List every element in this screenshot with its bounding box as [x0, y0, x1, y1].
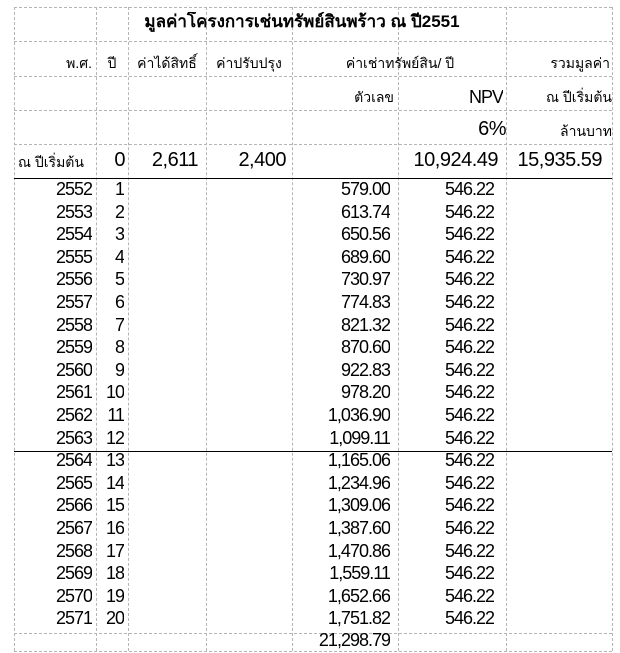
row-npv: 546.22 [444, 224, 494, 245]
row-year-index: 17 [105, 540, 124, 561]
row-year-be: 2561 [55, 382, 92, 403]
start-row-year: 0 [114, 150, 125, 170]
start-row-concession: 2,611 [151, 150, 198, 170]
row-year-index: 19 [105, 585, 124, 606]
header-year-be: พ.ศ. [66, 55, 92, 71]
row-rent: 1,387.60 [327, 518, 390, 538]
row-npv: 546.22 [444, 246, 494, 267]
row-year-index: 16 [105, 518, 124, 538]
row-year-be: 2552 [55, 179, 92, 199]
header-total: รวมมูลค่า [550, 55, 610, 71]
row-year-be: 2569 [55, 563, 92, 584]
row-year-be: 2571 [55, 608, 92, 629]
row-year-index: 9 [114, 359, 124, 380]
row-rent: 1,470.86 [327, 540, 390, 561]
grid-hline [14, 7, 612, 8]
row-year-be: 2559 [55, 337, 92, 358]
row-npv: 546.22 [444, 608, 494, 629]
row-year-be: 2566 [55, 495, 92, 516]
row-rent: 613.74 [340, 201, 390, 222]
row-npv: 546.22 [444, 427, 494, 448]
grid-vline [128, 7, 129, 651]
header-concession: ค่าได้สิทธิ์ [137, 55, 197, 71]
row-rent: 870.60 [340, 337, 390, 358]
row-npv: 546.22 [444, 314, 494, 335]
row-year-index: 8 [114, 337, 124, 358]
row-year-index: 13 [105, 450, 124, 471]
row-npv: 546.22 [444, 382, 494, 403]
row-npv: 546.22 [444, 540, 494, 561]
row-rent: 579.00 [340, 179, 390, 199]
grid-hline [14, 110, 612, 111]
row-npv: 546.22 [444, 269, 494, 290]
sheet-title: มูลค่าโครงการเช่นทรัพย์สินพร้าว ณ ปี2551 [144, 12, 460, 31]
row-npv: 546.22 [444, 472, 494, 493]
row-year-index: 14 [105, 472, 124, 493]
row-npv: 546.22 [444, 201, 494, 222]
row-npv: 546.22 [444, 495, 494, 516]
row-year-be: 2570 [55, 585, 92, 606]
row-year-index: 2 [114, 201, 124, 222]
row-year-index: 15 [105, 495, 124, 516]
start-row-improvement: 2,400 [238, 150, 286, 170]
row-rent: 774.83 [340, 292, 390, 312]
row-rent: 1,751.82 [327, 608, 390, 629]
row-npv: 546.22 [444, 359, 494, 380]
row-year-index: 3 [114, 224, 124, 245]
row-year-index: 5 [114, 269, 124, 290]
start-row-total: 15,935.59 [517, 150, 602, 170]
header-improvement: ค่าปรับปรุง [216, 55, 282, 71]
row-rent: 689.60 [340, 246, 390, 267]
row-npv: 546.22 [444, 179, 494, 199]
row-year-be: 2560 [55, 359, 92, 380]
row-rent: 922.83 [340, 359, 390, 380]
grid-hline [14, 144, 612, 145]
row-year-be: 2567 [55, 518, 92, 538]
row-rent: 1,234.96 [327, 472, 390, 493]
row-npv: 546.22 [444, 337, 494, 358]
header-rent: ค่าเช่าทรัพย์สิน/ ปี [345, 55, 455, 71]
row-year-index: 18 [105, 563, 124, 584]
row-year-be: 2554 [55, 224, 92, 245]
row-year-index: 1 [114, 179, 124, 199]
row-year-index: 4 [114, 246, 124, 267]
row-rent: 1,099.11 [329, 427, 390, 448]
rent-total: 21,298.79 [318, 630, 390, 650]
row-year-be: 2557 [55, 292, 92, 312]
row-npv: 546.22 [444, 405, 494, 425]
row-year-index: 6 [114, 292, 124, 312]
row-year-be: 2562 [55, 405, 92, 425]
start-row-npv: 10,924.49 [413, 150, 498, 170]
row-year-be: 2553 [55, 201, 92, 222]
row-year-index: 12 [105, 427, 124, 448]
row-year-be: 2565 [55, 472, 92, 493]
row-rent: 1,309.06 [327, 495, 390, 516]
row-npv: 546.22 [444, 518, 494, 538]
subheader-discount-rate: 6% [478, 119, 506, 139]
row-year-be: 2558 [55, 314, 92, 335]
grid-hline [14, 651, 612, 652]
grid-hline [14, 76, 612, 77]
row-rent: 1,165.06 [327, 450, 390, 471]
row-rent: 1,652.66 [327, 585, 390, 606]
row-rent: 821.32 [340, 314, 390, 335]
row-year-index: 20 [105, 608, 124, 629]
row-year-index: 7 [114, 314, 124, 335]
row-rent: 1,036.90 [327, 405, 390, 425]
subheader-at-start-year: ณ ปีเริ่มต้น [546, 89, 612, 105]
row-rent: 730.97 [340, 269, 390, 290]
row-year-index: 10 [105, 382, 124, 403]
row-rent: 1,559.11 [329, 563, 390, 584]
row-npv: 546.22 [444, 563, 494, 584]
row-year-be: 2563 [55, 427, 92, 448]
row-npv: 546.22 [444, 292, 494, 312]
subheader-unit: ล้านบาท [560, 123, 612, 139]
row-rent: 978.20 [340, 382, 390, 403]
grid-hline [14, 41, 612, 42]
row-npv: 546.22 [444, 450, 494, 471]
row-year-be: 2555 [55, 246, 92, 267]
subheader-figure: ตัวเลข [354, 89, 394, 105]
row-year-be: 2564 [55, 450, 92, 471]
header-year: ปี [107, 55, 117, 71]
grid-vline [612, 7, 613, 651]
row-year-be: 2568 [55, 540, 92, 561]
grid-vline [206, 7, 207, 651]
row-year-be: 2556 [55, 269, 92, 290]
row-npv: 546.22 [444, 585, 494, 606]
row-year-index: 11 [107, 405, 124, 425]
start-row-label: ณ ปีเริ่มต้น [18, 154, 84, 170]
row-rent: 650.56 [340, 224, 390, 245]
subheader-npv: NPV [468, 87, 503, 107]
